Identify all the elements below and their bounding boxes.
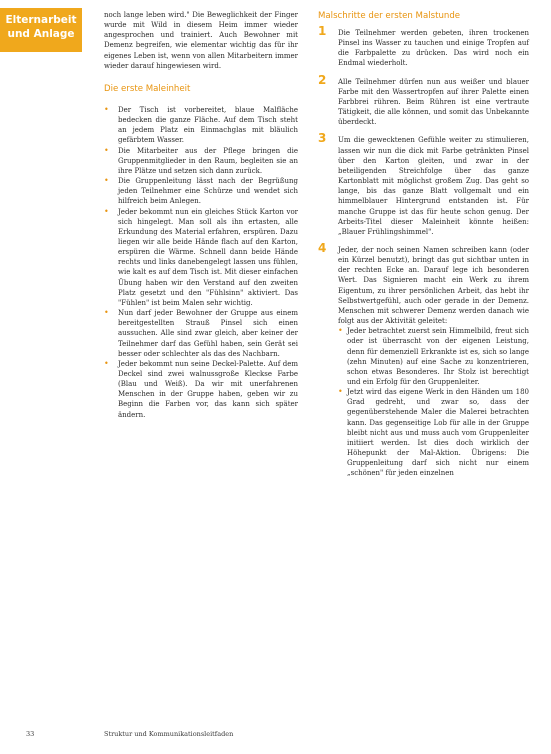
right-column: [318, 10, 529, 487]
page-number: 33: [26, 730, 35, 738]
list-item: • Jeder bekommt nun seine Deckel-Palette. Auf dem Deckel sind zwei walnussgroße Kleckse Farbe (Blau und Weiß). Da wir mit unerfahrenen Menschen in der Gruppe haben, geben wir zu Beginn die Farben vor, das kann sich später ändern.: [104, 359, 298, 420]
intro-paragraph: noch lange leben wird." Die Beweglichkeit der Finger wurde mit Wild in diesem Heim immer wieder angesprochen und trainiert. Auch Bewohner mit Demenz begreifen, wie elementar wichtig das für ihr eigenes Leben ist, wenn von allen Mitarbeitern immer wieder darauf hingewiesen wird.: [104, 11, 298, 70]
step-number: 1: [318, 24, 327, 38]
list-item: • Jetzt wird das eigene Werk in den Händen um 180 Grad gedreht, und zwar so, dass der gegenüberstehende Maler die Malerei betrachten kann. Das gegenseitige Lob für alle in der Gruppe bleibt nicht aus und muss auch vom Gruppenleiter initiiert werden. Ist dies doch wirklich der Höhepunkt der Mal-Aktion. Übrigens: Die Gruppenleitung darf sich nicht nur einem „schönen" für jeden einzelnen: [338, 387, 529, 478]
preparation-list: [104, 105, 298, 420]
step-text: Die Teilnehmer werden gebeten, ihren trockenen Pinsel ins Wasser zu tauchen und einige Tropfen auf die Farbpalette zu drücken. Das wird noch ein Endmal wiederholt.: [338, 29, 529, 68]
list-item: • Der Tisch ist vorbereitet, blaue Malfläche bedecken die ganze Fläche. Auf dem Tisch steht an jedem Platz ein Einmachglas mit bläulich gefärbtem Wasser.: [104, 105, 298, 146]
step-4-sublist: [338, 326, 529, 478]
step-text: Um die gewecktenen Gefühle weiter zu stimulieren, lassen wir nun die dick mit Farbe getränkten Pinsel über den Karton gleiten, und zwar in der beteiligenden Streichfolge über das ganze Kartonblatt mit möglichst großem Zug. Das geht so lange, bis das ganze Blatt vollgemalt und ein himmelblauer Hintergrund entstanden ist. Für manche Gruppe ist das für heute schon genug. Der Arbeits-Titel dieser Maleinheit könnte heißen: „Blauer Frühlingshimmel".: [338, 136, 529, 236]
list-item: • Jeder bekommt nun ein gleiches Stück Karton vor sich hingelegt. Man soll als ihn ertasten, alle Erkundung des Material erfahren, erspüren. Dazu liegen wir alle beide Hände flach auf den Karton, erspüren die Wärme. Schnell dann beide Hände rechts und links danebengelegt lassen uns fühlen, wie kalt es auf dem Tisch ist. Mit dieser einfachen Übung haben wir den Verstand auf den zweiten Platz gesetzt und den "Fühlsinn" aktiviert. Das "Fühlen" ist beim Malen sehr wichtig.: [104, 207, 298, 309]
list-item: • Die Mitarbeiter aus der Pflege bringen die Gruppenmitglieder in den Raum, begleiten sie an ihre Plätze und setzen sich dann zurück.: [104, 146, 298, 176]
step-number: 3: [318, 131, 327, 146]
step-2: [318, 72, 529, 128]
list-item: • Die Gruppenleitung lässt nach der Begrüßung jeden Teilnehmer eine Schürze und wendet sich hilfreich beim Anlegen.: [104, 176, 298, 206]
section-tab-line2: und Anlage: [7, 28, 75, 40]
section-heading-steps: Malschritte der ersten Malstunde: [318, 11, 461, 21]
step-3: [318, 131, 529, 237]
step-text: Jeder, der noch seinen Namen schreiben kann (oder ein Kürzel benutzt), bringt das gut sichtbar unten in der rechten Ecke an. Darauf lege ich besonderen Wert. Das Signieren macht ein Werk zu ihrem Eigentum, zu ihrer persönlichen Arbeit, das hebt ihr Selbstwertgefühl, auch oder gerade in der Demenz. Menschen mit schwerer Demenz werden danach wie folgt aus der Aktivität geleitet:: [338, 245, 529, 326]
step-1: [318, 24, 529, 69]
step-text: Alle Teilnehmer dürfen nun aus weißer und blauer Farbe mit den Wassertropfen auf ihrer Palette einen Farbbrei rühren. Beim Rühren ist eine vertraute Tätigkeit, die alle können, und somit das Unbekannte überdeckt.: [338, 77, 529, 127]
section-tab-line1: Elternarbeit: [5, 14, 77, 26]
list-item: • Jeder betrachtet zuerst sein Himmelbild, freut sich oder ist überrascht von der eigenen Leistung, denn für demenziell Erkrankte ist es, sich so lange (zehn Minuten) auf eine Sache zu konzentrieren, schon etwas Besonderes. Ihr Stolz ist berechtigt und ein Erfolg für den Gruppenleiter.: [338, 326, 529, 387]
step-4: [318, 240, 529, 479]
step-number: 4: [318, 240, 327, 255]
left-column: [104, 10, 298, 420]
section-heading-first-session: Die erste Maleinheit: [104, 83, 191, 94]
page-footer: [0, 730, 551, 744]
step-number: 2: [318, 72, 327, 87]
footer-title: Struktur und Kommunikationsleitfaden: [104, 730, 234, 738]
list-item: • Nun darf jeder Bewohner der Gruppe aus einem bereitgestellten Strauß Pinsel sich einen aussuchen. Alle sind zwar gleich, aber keiner der Teilnehmer darf das Gefühl haben, sein Gerät sei besser oder schlechter als das des Nachbarn.: [104, 308, 298, 359]
section-tab: [0, 8, 82, 52]
